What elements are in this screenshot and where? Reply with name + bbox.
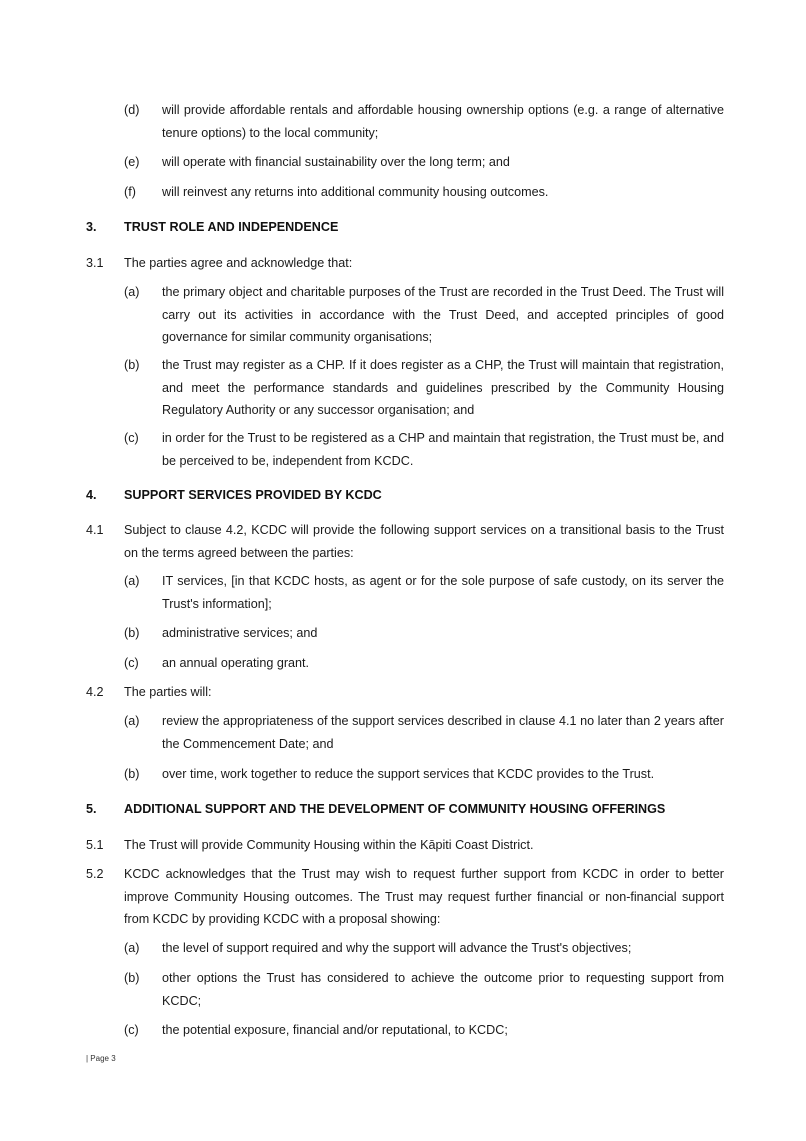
- clause-number: 4.1: [86, 523, 104, 537]
- item-text: an annual operating grant.: [162, 656, 310, 670]
- item-text: other options the Trust has considered to achieve the outcome prior to requesting support from KCDC;: [162, 971, 724, 1008]
- section-number: 5.: [86, 802, 97, 816]
- item-label: (a): [124, 941, 140, 955]
- page-number-footer: | Page 3: [86, 1054, 116, 1063]
- item-label: (b): [124, 626, 140, 640]
- item-label: (a): [124, 285, 140, 299]
- item-text: review the appropriateness of the support services described in clause 4.1 no later than 2 years after the Commencement Date; and: [162, 714, 724, 751]
- item-label: (b): [124, 767, 140, 781]
- section-title: ADDITIONAL SUPPORT AND THE DEVELOPMENT OF COMMUNITY HOUSING OFFERINGS: [124, 802, 666, 816]
- item-text: the potential exposure, financial and/or reputational, to KCDC;: [162, 1023, 508, 1037]
- item-label: (f): [124, 185, 136, 199]
- clause-number: 4.2: [86, 685, 104, 699]
- item-label: (a): [124, 714, 140, 728]
- section-number: 3.: [86, 220, 97, 234]
- clause-text: The parties will:: [124, 685, 212, 699]
- clause-number: 5.1: [86, 838, 104, 852]
- item-label: (e): [124, 155, 140, 169]
- section-title: SUPPORT SERVICES PROVIDED BY KCDC: [124, 488, 382, 502]
- clause-number: 3.1: [86, 256, 104, 270]
- item-text: will operate with financial sustainability over the long term; and: [162, 155, 510, 169]
- item-label: (c): [124, 656, 139, 670]
- item-label: (c): [124, 1023, 139, 1037]
- clause-number: 5.2: [86, 867, 104, 881]
- item-label: (c): [124, 431, 139, 445]
- item-text: will reinvest any returns into additional community housing outcomes.: [162, 185, 549, 199]
- section-number: 4.: [86, 488, 97, 502]
- item-text: over time, work together to reduce the support services that KCDC provides to the Trust.: [162, 767, 655, 781]
- clause-text: KCDC acknowledges that the Trust may wish to request further support from KCDC in order to better improve Community Housing outcomes. The Trust may request further financial or non-financial support from KCDC by providing KCDC with a proposal showing:: [124, 867, 724, 926]
- section-title: TRUST ROLE AND INDEPENDENCE: [124, 220, 339, 234]
- item-text: the Trust may register as a CHP. If it does register as a CHP, the Trust will maintain that registration, and meet the performance standards and guidelines prescribed by the Community Housing Regulatory Authority or any successor organisation; and: [162, 358, 724, 417]
- clause-text: The Trust will provide Community Housing within the Kāpiti Coast District.: [124, 838, 534, 852]
- item-text: IT services, [in that KCDC hosts, as agent or for the sole purpose of safe custody, on its server the Trust's information];: [162, 574, 724, 611]
- item-text: administrative services; and: [162, 626, 318, 640]
- item-text: in order for the Trust to be registered as a CHP and maintain that registration, the Trust must be, and be perceived to be, independent from KCDC.: [162, 431, 724, 468]
- item-label: (d): [124, 103, 140, 117]
- clause-text: The parties agree and acknowledge that:: [124, 256, 353, 270]
- item-label: (a): [124, 574, 140, 588]
- item-text: the primary object and charitable purposes of the Trust are recorded in the Trust Deed. The Trust will carry out its activities in accordance with the Trust Deed, and accepted principles of good governance for similar community organisations;: [162, 285, 724, 344]
- item-label: (b): [124, 971, 140, 985]
- item-text: will provide affordable rentals and affordable housing ownership options (e.g. a range of alternative tenure options) to the local community;: [162, 103, 724, 140]
- item-text: the level of support required and why the support will advance the Trust's objectives;: [162, 941, 632, 955]
- clause-text: Subject to clause 4.2, KCDC will provide the following support services on a transitional basis to the Trust on the terms agreed between the parties:: [124, 523, 724, 560]
- item-label: (b): [124, 358, 140, 372]
